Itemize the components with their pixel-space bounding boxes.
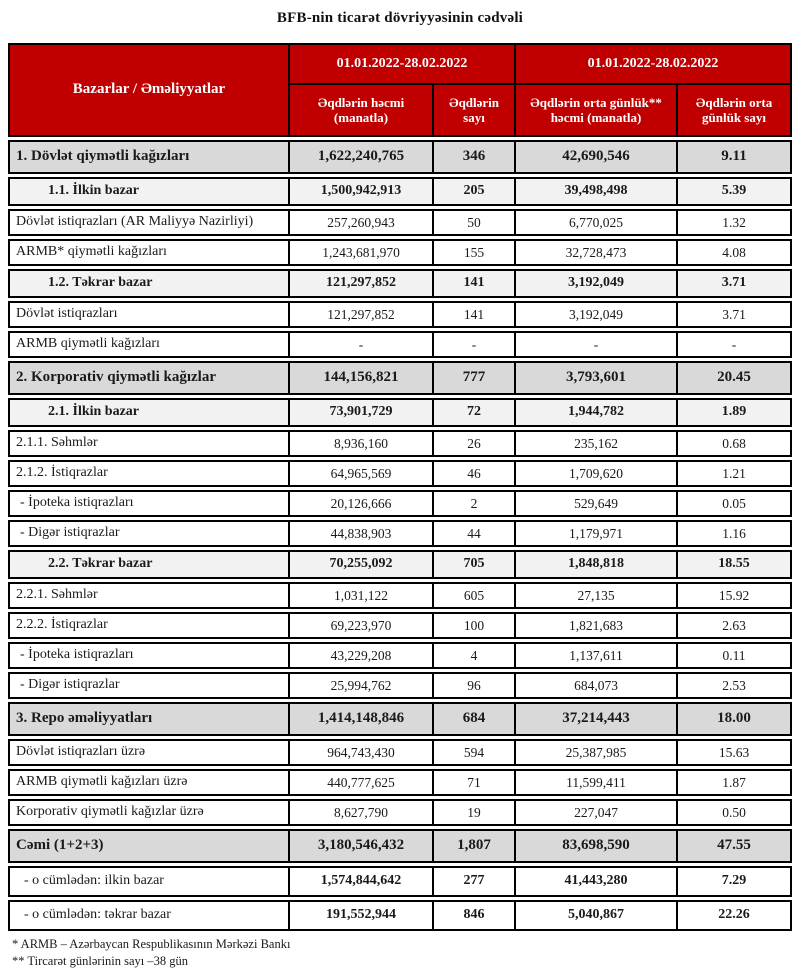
- row-value: 42,690,546: [516, 142, 676, 172]
- table-row: [8, 739, 792, 766]
- row-label: 3. Repo əməliyyatları: [10, 704, 288, 734]
- header-markets-operations: Bazarlar / Əməliyyatlar: [10, 45, 288, 135]
- row-label: - İpoteka istiqrazları: [10, 644, 288, 667]
- row-label: Korporativ qiymətli kağızlar üzrə: [10, 801, 288, 824]
- row-value: -: [434, 333, 514, 356]
- row-value: 22.26: [678, 902, 790, 929]
- row-value: 155: [434, 241, 514, 264]
- row-value: 1.21: [678, 462, 790, 485]
- row-value: 18.55: [678, 552, 790, 577]
- row-value: 72: [434, 400, 514, 425]
- row-value: 1,137,611: [516, 644, 676, 667]
- row-value: 32,728,473: [516, 241, 676, 264]
- page-title: BFB-nin ticarət dövriyyəsinin cədvəli: [276, 10, 524, 26]
- row-value: 20,126,666: [290, 492, 432, 515]
- table-row: [8, 642, 792, 669]
- table-row: [8, 702, 792, 736]
- row-value: 6,770,025: [516, 211, 676, 234]
- row-value: 594: [434, 741, 514, 764]
- row-value: 39,498,498: [516, 179, 676, 204]
- table-row: [8, 430, 792, 457]
- row-value: 19: [434, 801, 514, 824]
- row-value: 0.05: [678, 492, 790, 515]
- row-value: 3.71: [678, 271, 790, 296]
- row-label: 2.1.1. Səhmlər: [10, 432, 288, 455]
- row-value: 50: [434, 211, 514, 234]
- row-label: 2.2. Təkrar bazar: [10, 552, 288, 577]
- row-value: 18.00: [678, 704, 790, 734]
- row-value: 15.63: [678, 741, 790, 764]
- row-label: 1.1. İlkin bazar: [10, 179, 288, 204]
- row-value: 20.45: [678, 363, 790, 393]
- row-value: 1,944,782: [516, 400, 676, 425]
- row-value: 46: [434, 462, 514, 485]
- row-value: 440,777,625: [290, 771, 432, 794]
- row-value: 2: [434, 492, 514, 515]
- row-label: Dövlət istiqrazları: [10, 303, 288, 326]
- table-row: [8, 829, 792, 863]
- row-value: 0.50: [678, 801, 790, 824]
- row-label: 2.2.1. Səhmlər: [10, 584, 288, 607]
- row-value: 96: [434, 674, 514, 697]
- row-value: 1.89: [678, 400, 790, 425]
- row-value: 15.92: [678, 584, 790, 607]
- row-value: 11,599,411: [516, 771, 676, 794]
- table-row: [8, 177, 792, 206]
- row-value: 26: [434, 432, 514, 455]
- row-value: 41,443,280: [516, 868, 676, 895]
- table-row: [8, 140, 792, 174]
- header-avg-daily-count: Əqdlərin orta günlük sayı: [678, 85, 790, 135]
- row-value: 1,709,620: [516, 462, 676, 485]
- footnote-armb: * ARMB – Azərbaycan Respublikasının Mərkəzi Bankı: [12, 937, 291, 951]
- row-value: 44: [434, 522, 514, 545]
- row-value: 47.55: [678, 831, 790, 861]
- row-label: ARMB qiymətli kağızları üzrə: [10, 771, 288, 794]
- row-value: 705: [434, 552, 514, 577]
- row-value: 1,500,942,913: [290, 179, 432, 204]
- row-value: 25,994,762: [290, 674, 432, 697]
- row-value: -: [290, 333, 432, 356]
- row-value: 227,047: [516, 801, 676, 824]
- row-value: 4.08: [678, 241, 790, 264]
- row-value: 8,627,790: [290, 801, 432, 824]
- row-value: 71: [434, 771, 514, 794]
- row-value: 5.39: [678, 179, 790, 204]
- row-value: 1.32: [678, 211, 790, 234]
- row-label: Dövlət istiqrazları üzrə: [10, 741, 288, 764]
- table-body: [8, 140, 792, 931]
- row-value: 191,552,944: [290, 902, 432, 929]
- table-row: [8, 866, 792, 897]
- row-value: 3,793,601: [516, 363, 676, 393]
- row-value: 529,649: [516, 492, 676, 515]
- row-value: 1.87: [678, 771, 790, 794]
- row-label: 2.1. İlkin bazar: [10, 400, 288, 425]
- row-value: 964,743,430: [290, 741, 432, 764]
- table-row: [8, 582, 792, 609]
- row-label: ARMB* qiymətli kağızları: [10, 241, 288, 264]
- row-label: - İpoteka istiqrazları: [10, 492, 288, 515]
- row-label: 2. Korporativ qiymətli kağızlar: [10, 363, 288, 393]
- row-value: 777: [434, 363, 514, 393]
- table-row: [8, 239, 792, 266]
- table-row: [8, 490, 792, 517]
- row-label: ARMB qiymətli kağızları: [10, 333, 288, 356]
- row-value: 43,229,208: [290, 644, 432, 667]
- row-value: 7.29: [678, 868, 790, 895]
- row-value: 2.53: [678, 674, 790, 697]
- row-value: 1,622,240,765: [290, 142, 432, 172]
- table-row: [8, 398, 792, 427]
- row-value: 684: [434, 704, 514, 734]
- row-value: 8,936,160: [290, 432, 432, 455]
- row-value: 141: [434, 303, 514, 326]
- row-value: 846: [434, 902, 514, 929]
- row-value: 70,255,092: [290, 552, 432, 577]
- row-value: 121,297,852: [290, 303, 432, 326]
- row-value: 25,387,985: [516, 741, 676, 764]
- row-value: 1,807: [434, 831, 514, 861]
- row-value: 144,156,821: [290, 363, 432, 393]
- row-label: - Digər istiqrazlar: [10, 522, 288, 545]
- header-avg-daily-volume: Əqdlərin orta günlük** həcmi (manatla): [516, 85, 676, 135]
- table-row: [8, 550, 792, 579]
- row-value: -: [516, 333, 676, 356]
- table-header: [8, 43, 792, 137]
- table-row: [8, 769, 792, 796]
- row-label: - o cümlədən: təkrar bazar: [10, 902, 288, 929]
- table-row: [8, 361, 792, 395]
- table-row: [8, 900, 792, 931]
- table-row: [8, 520, 792, 547]
- row-value: 73,901,729: [290, 400, 432, 425]
- row-label: Cəmi (1+2+3): [10, 831, 288, 861]
- row-value: 3.71: [678, 303, 790, 326]
- table-row: [8, 672, 792, 699]
- row-value: 121,297,852: [290, 271, 432, 296]
- row-value: 0.11: [678, 644, 790, 667]
- row-value: 2.63: [678, 614, 790, 637]
- row-value: 1,848,818: [516, 552, 676, 577]
- row-label: 1. Dövlət qiymətli kağızları: [10, 142, 288, 172]
- row-value: 605: [434, 584, 514, 607]
- row-label: 2.1.2. İstiqrazlar: [10, 462, 288, 485]
- row-value: 257,260,943: [290, 211, 432, 234]
- row-value: 100: [434, 614, 514, 637]
- row-label: - o cümlədən: ilkin bazar: [10, 868, 288, 895]
- header-period-group-1: 01.01.2022-28.02.2022: [290, 45, 514, 83]
- row-value: 9.11: [678, 142, 790, 172]
- row-value: 1,243,681,970: [290, 241, 432, 264]
- row-value: 1,821,683: [516, 614, 676, 637]
- table-row: [8, 269, 792, 298]
- row-value: 1,414,148,846: [290, 704, 432, 734]
- table-row: [8, 460, 792, 487]
- row-value: 235,162: [516, 432, 676, 455]
- row-value: 1,179,971: [516, 522, 676, 545]
- row-value: 1,031,122: [290, 584, 432, 607]
- row-value: 27,135: [516, 584, 676, 607]
- row-value: 1,574,844,642: [290, 868, 432, 895]
- row-value: 4: [434, 644, 514, 667]
- row-value: 205: [434, 179, 514, 204]
- row-value: 1.16: [678, 522, 790, 545]
- row-value: 69,223,970: [290, 614, 432, 637]
- row-value: 64,965,569: [290, 462, 432, 485]
- row-value: 5,040,867: [516, 902, 676, 929]
- table-row: [8, 799, 792, 826]
- footnotes: [8, 936, 792, 970]
- table-row: [8, 209, 792, 236]
- row-value: 3,180,546,432: [290, 831, 432, 861]
- trade-turnover-table: [8, 43, 792, 931]
- header-period-group-2: 01.01.2022-28.02.2022: [516, 45, 790, 83]
- row-value: -: [678, 333, 790, 356]
- row-value: 3,192,049: [516, 271, 676, 296]
- row-value: 684,073: [516, 674, 676, 697]
- row-value: 37,214,443: [516, 704, 676, 734]
- row-value: 346: [434, 142, 514, 172]
- row-label: - Digər istiqrazlar: [10, 674, 288, 697]
- header-count: Əqdlərin sayı: [434, 85, 514, 135]
- row-value: 83,698,590: [516, 831, 676, 861]
- row-label: 1.2. Təkrar bazar: [10, 271, 288, 296]
- row-value: 0.68: [678, 432, 790, 455]
- row-value: 3,192,049: [516, 303, 676, 326]
- table-row: [8, 301, 792, 328]
- row-value: 44,838,903: [290, 522, 432, 545]
- row-value: 141: [434, 271, 514, 296]
- header-volume: Əqdlərin həcmi (manatla): [290, 85, 432, 135]
- row-label: Dövlət istiqrazları (AR Maliyyə Nazirliyi): [10, 211, 288, 234]
- footnote-trading-days: ** Tircarət günlərinin sayı –38 gün: [12, 953, 189, 968]
- row-value: 277: [434, 868, 514, 895]
- row-label: 2.2.2. İstiqrazlar: [10, 614, 288, 637]
- table-row: [8, 331, 792, 358]
- table-row: [8, 612, 792, 639]
